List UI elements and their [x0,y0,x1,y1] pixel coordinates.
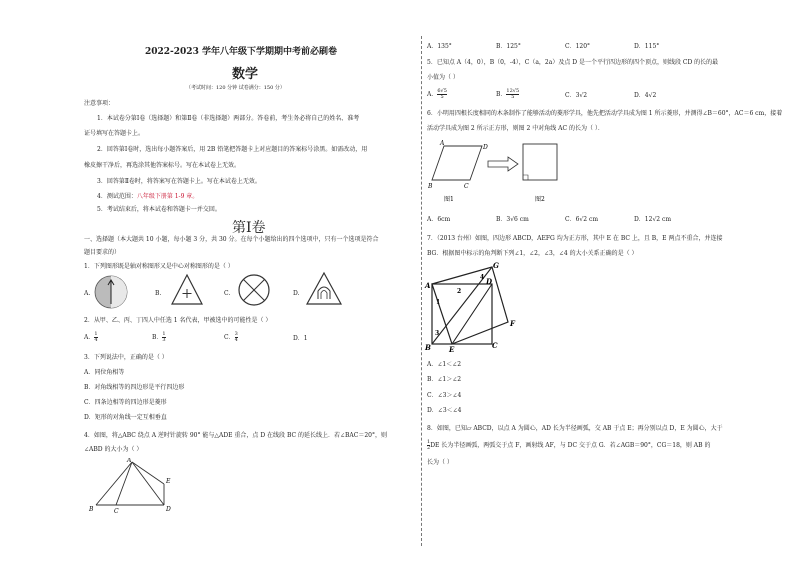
part1-intro-1: 一、选择题（本大题共 10 小题，每小题 3 分，共 30 分。在每个小题给出的四个选项中，只有一个选项是符合 [84,236,379,243]
q6-label-b: B [428,183,433,190]
q3-option-b: B．对角线相等的四边形是平行四边形 [84,384,185,391]
question-3: 3．下列说法中，正确的是（ ） [84,354,168,361]
q6-option-b: B．3√6 cm [496,216,529,223]
q7-figure [424,262,524,354]
q4-option-c: C．120° [565,43,591,50]
question-8-line3: 长为（ ） [427,459,453,466]
q1-option-d: D. [293,290,300,297]
question-7-line1: 7．（2013 台州）如图，四边形 ABCD，AEFG 均为正方形，其中 E 在 BC 上，且 B，E 两点不重合，并连接 [427,235,723,242]
q2-option-d: D．1 [293,335,308,342]
q4-label-c: C [114,508,119,514]
q5-option-a: A． $\frac{6√5}{5}$ [427,88,447,100]
q6-label-a: A [440,140,445,147]
q7-label-e: E [449,345,455,354]
question-6-line1: 6．小明用四根长度相同的木条制作了能够活动的菱形学具，他先把活动学具成为图 1 所示菱形，并测得∠B＝60°，AC＝6 cm，接着 [427,110,783,117]
q7-label-g: G [493,262,499,270]
q7-label-a: A [425,281,431,290]
notice-1b: 证号填写在答题卡上。 [84,130,145,137]
q4-figure [86,458,186,514]
q7-angle-2: 2 [457,288,462,295]
question-6-line2: 活动学具成为图 2 所示正方形，则图 2 中对角线 AC 的长为（ ）． [427,125,604,132]
question-2: 2．从甲、乙、丙、丁四人中任选 1 名代表，甲被选中的可能性是（ ） [84,317,272,324]
q4-option-a: A．135° [427,43,452,50]
q1-option-c: C. [224,290,231,297]
q3-option-c: C．四条边相等的四边形是菱形 [84,399,167,406]
q1-figure-a [93,274,129,310]
q7-angle-3: 3 [435,330,440,337]
notice-3: 3．回答第Ⅱ卷时，将答案写在答题卡上。写在本试卷上无效。 [97,178,261,185]
q7-label-c: C [492,341,498,350]
q6-caption-1: 图1 [444,196,454,203]
scope-highlight: 八年级下册第 1-9 章。 [136,193,199,200]
q2-option-c: C． $\frac{3}{4}$ [224,331,238,343]
part1-intro-2: 题目要求的） [84,249,121,256]
question-5-line2: 小值为（ ） [427,74,459,81]
notice-1a: 1．本试卷分第Ⅰ卷（选择题）和第Ⅱ卷（非选择题）两部分。答卷前，考生务必将自己的姓名、准考 [97,115,360,122]
q7-option-c: C．∠3＞∠4 [427,392,462,399]
page-divider [421,36,422,546]
notice-2b: 橡皮擦干净后，再选涂其他答案标号。写在本试卷上无效。 [84,162,241,169]
exam-header-title: 2022-2023 学年八年级下学期期中考前必刷卷 [145,47,337,57]
q6-label-d: D [483,144,488,151]
q4-label-e: E [166,478,171,485]
q2-option-b: B． $\frac{1}{3}$ [152,331,166,343]
q7-option-d: D．∠3＜∠4 [427,407,462,414]
q1-option-a: A. [84,290,91,297]
q2-option-a: A． $\frac{1}{4}$ [84,331,98,343]
q4-label-a: A [127,458,132,464]
notice-title: 注意事项： [84,100,115,107]
q4-option-d: D．115° [634,43,660,50]
q4-label-b: B [89,506,94,513]
q4-option-b: B．125° [496,43,521,50]
q5-option-b: B． $\frac{12√5}{5}$ [496,88,520,100]
subject-title: 数学 [232,67,259,82]
notice-4-label: 4．测试范围： [97,193,137,200]
question-4-line1: 4．如图，将△ABC 绕点 A 逆时针旋转 90° 能与△ADE 重合，点 D 在线段 BC 的延长线上．若∠BAC＝20°，则 [84,432,387,439]
q6-option-c: C．6√2 cm [565,216,599,223]
q1-figure-d [305,271,343,307]
q7-label-f: F [510,319,515,328]
notice-2a: 2．回答第Ⅰ卷时，选出每小题答案后，用 2B 铅笔把答题卡上对应题目的答案标号涂黑。如需改动，用 [97,146,368,153]
q5-option-c: C．3√2 [565,92,588,99]
notice-5: 5．考试结束后，将本试卷和答题卡一并交回。 [97,206,221,213]
q7-angle-1: 1 [436,299,441,306]
exam-info: （考试时间：120 分钟 试卷满分：150 分） [186,85,285,91]
q1-figure-c [237,273,271,307]
q3-option-a: A．同位角相等 [84,369,125,376]
q3-option-d: D．矩形的对角线一定互相垂直 [84,414,167,421]
q1-figure-b [170,273,204,307]
q6-option-d: D．12√2 cm [634,216,672,223]
q7-label-b: B [425,343,431,352]
q6-figures [428,138,568,206]
section-title: 第Ⅰ卷 [232,220,266,236]
q5-option-d: D．4√2 [634,92,657,99]
question-1: 1．下列图形既是轴对称图形又是中心对称图形的是（ ） [84,263,234,270]
question-4-line2: ∠ABD 的大小为（ ） [84,446,143,453]
question-8-line2: $\frac{1}{2}$ DE 长为半径画弧，两弧交于点 F，画射线 AF，与 DC 交于点 G．若∠AGB＝90°，CG＝18，则 AB 的 [427,439,711,451]
question-8-line1: 8．如图，已知▱ ABCD，以点 A 为圆心，AD 长为半径画弧，交 AB 于点 E；再分别以点 D，E 为圆心，大于 [427,425,723,432]
notice-4 [97,193,198,200]
q7-angle-4: 4 [480,274,485,281]
q1-option-b: B. [155,290,162,297]
q7-option-b: B．∠1＞∠2 [427,376,462,383]
q6-caption-2: 图2 [535,196,545,203]
q7-option-a: A．∠1＜∠2 [427,361,462,368]
q4-label-d: D [166,506,171,513]
q6-label-c: C [464,183,469,190]
q6-option-a: A．6cm [427,216,451,223]
q7-label-d: D [486,277,493,286]
question-7-line2: BG．根据图中标示的角判断下列∠1，∠2，∠3，∠4 的大小关系正确的是（ ） [427,250,638,257]
question-5-line1: 5．已知点 A（4，0），B（0，-4），C（a，2a）及点 D 是一个平行四边形的四个顶点，则线段 CD 的长的最 [427,59,719,66]
